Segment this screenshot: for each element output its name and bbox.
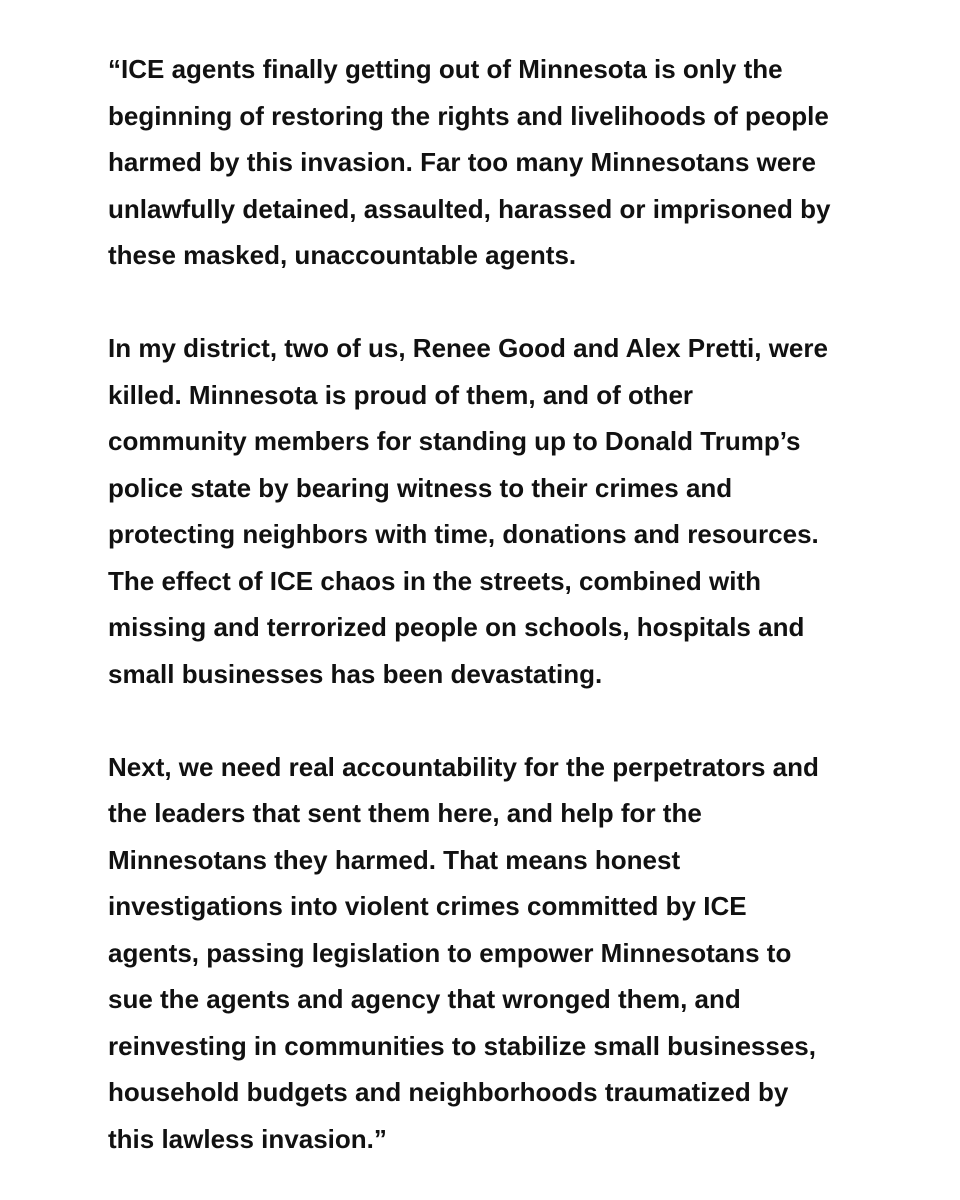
paragraph-spacer	[108, 279, 908, 326]
text-line: unlawfully detained, assaulted, harassed or imprisoned by	[108, 193, 831, 224]
text-line: police state by bearing witness to their crimes and	[108, 472, 733, 503]
paragraph-1	[108, 46, 908, 279]
text-line: protecting neighbors with time, donations and resources.	[108, 519, 819, 549]
text-line: Minnesotans they harmed. That means honest	[108, 844, 681, 875]
text-line: Next, we need real accountability for the perpetrators and	[108, 751, 819, 782]
text-line: small businesses has been devastating.	[108, 658, 603, 689]
statement-text	[108, 46, 908, 1162]
text-line: community members for standing up to Donald Trump’s	[108, 426, 801, 456]
text-line: agents, passing legislation to empower Minnesotans to	[108, 937, 792, 968]
text-line: missing and terrorized people on schools, hospitals and	[108, 612, 805, 642]
text-line: the leaders that sent them here, and help for the	[108, 798, 702, 828]
text-line: this lawless invasion.”	[108, 1123, 387, 1154]
paragraph-3	[108, 744, 908, 1163]
paragraph-2	[108, 325, 908, 697]
text-line: The effect of ICE chaos in the streets, combined with	[108, 565, 761, 596]
text-line: investigations into violent crimes committed by ICE	[108, 891, 747, 921]
text-line: harmed by this invasion. Far too many Minnesotans were	[108, 147, 816, 177]
text-line: these masked, unaccountable agents.	[108, 240, 577, 270]
text-line: household budgets and neighborhoods traumatized by	[108, 1077, 789, 1107]
text-line: killed. Minnesota is proud of them, and of other	[108, 379, 694, 410]
paragraph-spacer	[108, 697, 908, 744]
text-line: In my district, two of us, Renee Good and Alex Pretti, were	[108, 333, 828, 363]
text-line: reinvesting in communities to stabilize small businesses,	[108, 1030, 816, 1061]
text-line: “ICE agents finally getting out of Minnesota is only the	[108, 54, 783, 84]
text-line: beginning of restoring the rights and livelihoods of people	[108, 100, 829, 131]
text-line: sue the agents and agency that wronged them, and	[108, 984, 741, 1014]
